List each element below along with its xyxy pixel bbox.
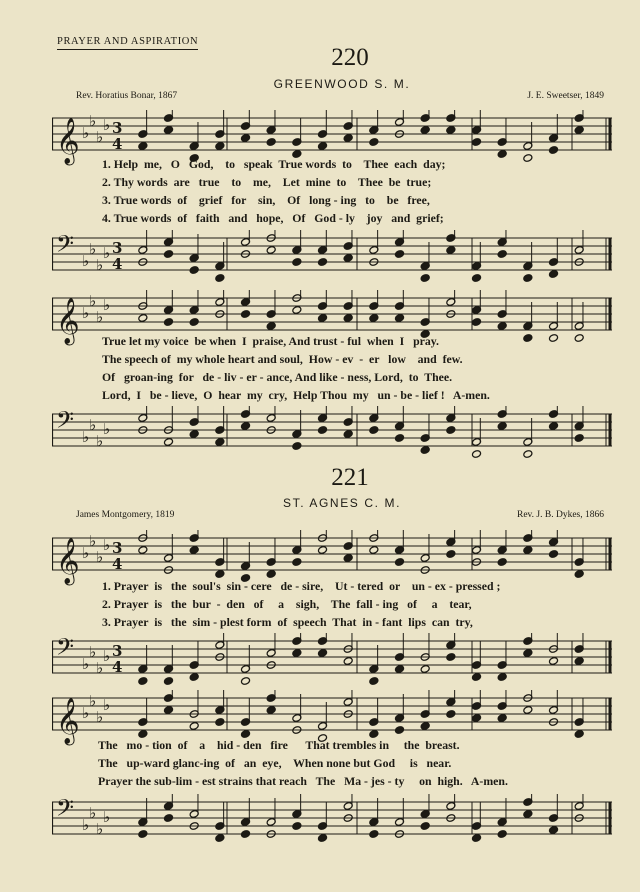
music-credit: Rev. J. B. Dykes, 1866 [517,510,604,520]
flat-icon: ♭ [89,112,97,130]
note-head [215,438,225,447]
svg-text:4: 4 [112,555,123,573]
note-head [317,426,327,435]
note-head [471,450,481,459]
note-head [394,726,404,735]
note-head [574,126,584,135]
note-head [317,314,327,323]
flat-icon: ♭ [96,548,104,566]
treble-staff [52,530,612,584]
note-head [138,142,148,151]
flat-icon: ♭ [82,304,90,322]
lyric-line: Lord, I be - lieve, O hear my cry, Help Thou my un - be - lief ! A-men. [102,388,490,402]
svg-text:3: 3 [112,539,123,557]
note-head [343,134,353,143]
flat-icon: ♭ [82,816,90,834]
bass-staff [52,794,612,836]
note-head [189,546,199,555]
bass-staff [52,230,612,272]
lyric-line: 4. True words of faith and hope, Of God - ly joy and grief; [102,211,444,225]
note-head [420,446,430,455]
note-head [523,450,533,459]
note-head [343,657,353,666]
note-head [189,318,199,327]
note-head [163,677,173,686]
words-credit: Rev. Horatius Bonar, 1867 [76,91,178,101]
note-head [446,126,456,135]
note-head [369,830,379,839]
note-head [343,430,353,439]
note-head [343,254,353,263]
svg-text:4: 4 [112,135,123,153]
flat-icon: ♭ [82,655,90,673]
note-head [189,266,199,275]
lyric-line: Prayer the sub-lim - est strains that reach The Ma - jes - ty on high. A-men. [98,774,508,788]
bass-clef-icon: 𝄢 [56,794,75,827]
note-head [240,310,250,319]
note-head [548,146,558,155]
note-head [471,318,481,327]
note-head [317,142,327,151]
flat-icon: ♭ [82,428,90,446]
note-head [138,677,148,686]
treble-staff [52,690,612,744]
note-head [523,274,533,283]
note-head [292,306,302,315]
section-header: PRAYER AND ASPIRATION [57,36,198,50]
note-head [317,834,327,843]
note-head [471,834,481,843]
flat-icon: ♭ [89,804,97,822]
note-head [292,442,302,451]
note-head [497,250,507,259]
words-credit: James Montgomery, 1819 [76,510,175,520]
note-head [369,426,379,435]
flat-icon: ♭ [82,252,90,270]
note-head [138,830,148,839]
flat-icon: ♭ [89,692,97,710]
lyric-line: 2. Thy words are true to me, Let mine to Thee be true; [102,175,432,189]
note-head [420,665,430,674]
bass-clef-icon: 𝄢 [56,406,75,439]
note-head [317,258,327,267]
flat-icon: ♭ [103,244,111,262]
verse-lines [102,579,501,639]
note-head [446,550,456,559]
note-head [189,673,199,682]
flat-icon: ♭ [103,808,111,826]
flat-icon: ♭ [89,643,97,661]
note-head [215,274,225,283]
note-head [369,677,379,686]
note-head [317,649,327,658]
note-head [523,706,533,715]
note-head [497,558,507,567]
flat-icon: ♭ [89,532,97,550]
note-head [497,714,507,723]
note-head [189,722,199,731]
note-head [240,422,250,431]
note-head [292,822,302,831]
flat-icon: ♭ [96,432,104,450]
verse-lines [102,157,446,232]
note-head [574,730,584,739]
note-head [215,718,225,727]
note-head [292,258,302,267]
flat-icon: ♭ [103,296,111,314]
flat-icon: ♭ [89,416,97,434]
flat-icon: ♭ [89,240,97,258]
hymn-number: 220 [331,44,369,71]
lyric-line: True let my voice be when I praise, And trust - ful when I pray. [102,334,439,348]
note-head [523,546,533,555]
note-head [420,722,430,731]
note-head [394,558,404,567]
note-head [523,334,533,343]
note-head [215,142,225,151]
flat-icon: ♭ [82,704,90,722]
note-head [138,314,148,323]
note-head [266,570,276,579]
lyric-line: The up-ward glanc-ing of an eye, When none but God is near. [98,756,452,770]
note-head [343,554,353,563]
note-head [215,834,225,843]
treble-clef-icon: 𝄞 [56,538,80,584]
verse-lines [98,738,508,798]
note-head [240,830,250,839]
flat-icon: ♭ [103,420,111,438]
flat-icon: ♭ [103,696,111,714]
note-head [317,546,327,555]
lyric-line: Of groan-ing for de - liv - er - ance, And like - ness, Lord, to Thee. [102,370,453,384]
note-head [420,126,430,135]
note-head [369,138,379,147]
note-head [343,314,353,323]
note-head [138,546,148,555]
note-head [163,250,173,259]
note-head [394,665,404,674]
note-head [523,649,533,658]
note-head [523,154,533,163]
note-head [471,274,481,283]
flat-icon: ♭ [103,647,111,665]
note-head [471,138,481,147]
tune-name: ST. AGNES C. M. [282,496,402,510]
note-head [420,822,430,831]
note-head [394,250,404,259]
note-head [240,677,250,686]
svg-text:3: 3 [112,642,123,660]
note-head [497,422,507,431]
note-head [548,422,558,431]
note-head [266,138,276,147]
note-head [163,438,173,447]
flat-icon: ♭ [82,124,90,142]
note-head [574,570,584,579]
note-head [163,814,173,823]
note-head [574,434,584,443]
note-head [266,322,276,331]
note-head [215,570,225,579]
note-head [369,314,379,323]
svg-text:4: 4 [112,255,123,273]
lyric-line: 3. Prayer is the sim - plest form of speech That in - fant lips can try, [102,615,473,629]
bass-staff [52,633,612,675]
note-head [189,430,199,439]
verse-lines [102,334,490,409]
note-head [548,826,558,835]
lyric-line: 1. Help me, O God, to speak True words to Thee each day; [102,157,446,171]
flat-icon: ♭ [96,128,104,146]
note-head [471,714,481,723]
music-credit: J. E. Sweetser, 1849 [527,91,604,101]
treble-clef-icon: 𝄞 [56,698,80,744]
note-head [394,314,404,323]
note-head [548,657,558,666]
flat-icon: ♭ [82,544,90,562]
flat-icon: ♭ [103,536,111,554]
note-head [446,246,456,255]
bass-clef-icon: 𝄢 [56,230,75,263]
note-head [574,657,584,666]
note-head [163,126,173,135]
note-head [292,558,302,567]
flat-icon: ♭ [96,256,104,274]
note-head [420,274,430,283]
tune-name: GREENWOOD S. M. [273,77,411,91]
note-head [574,334,584,343]
note-head [163,318,173,327]
lyric-line: 3. True words of grief for sin, Of long - ing to be free, [102,193,430,207]
svg-text:3: 3 [112,119,123,137]
note-head [446,653,456,662]
note-head [523,810,533,819]
note-head [497,322,507,331]
bass-staff [52,406,612,448]
svg-text:4: 4 [112,658,123,676]
note-head [548,550,558,559]
flat-icon: ♭ [103,116,111,134]
note-head [163,706,173,715]
treble-clef-icon: 𝄞 [56,298,80,344]
note-head [497,830,507,839]
flat-icon: ♭ [96,308,104,326]
flat-icon: ♭ [96,659,104,677]
note-head [369,546,379,555]
note-head [548,270,558,279]
lyric-line: The speech of my whole heart and soul, How - ev - er low and few. [102,352,463,366]
svg-text:3: 3 [112,239,123,257]
flat-icon: ♭ [96,708,104,726]
note-head [266,246,276,255]
note-head [240,134,250,143]
hymn-number: 221 [331,464,369,491]
note-head [446,710,456,719]
note-head [446,426,456,435]
lyric-line: 2. Prayer is the bur - den of a sigh, The fall - ing of a tear, [102,597,472,611]
flat-icon: ♭ [89,292,97,310]
treble-clef-icon: 𝄞 [56,118,80,164]
bass-clef-icon: 𝄢 [56,633,75,666]
flat-icon: ♭ [96,820,104,838]
note-head [266,706,276,715]
lyric-line: The mo - tion of a hid - den fire That trembles in the breast. [98,738,460,752]
note-head [471,673,481,682]
note-head [497,150,507,159]
note-head [548,334,558,343]
note-head [394,434,404,443]
note-head [292,649,302,658]
lyric-line: 1. Prayer is the soul's sin - cere de - sire, Ut - tered or un - ex - pressed ; [102,579,501,593]
note-head [497,673,507,682]
